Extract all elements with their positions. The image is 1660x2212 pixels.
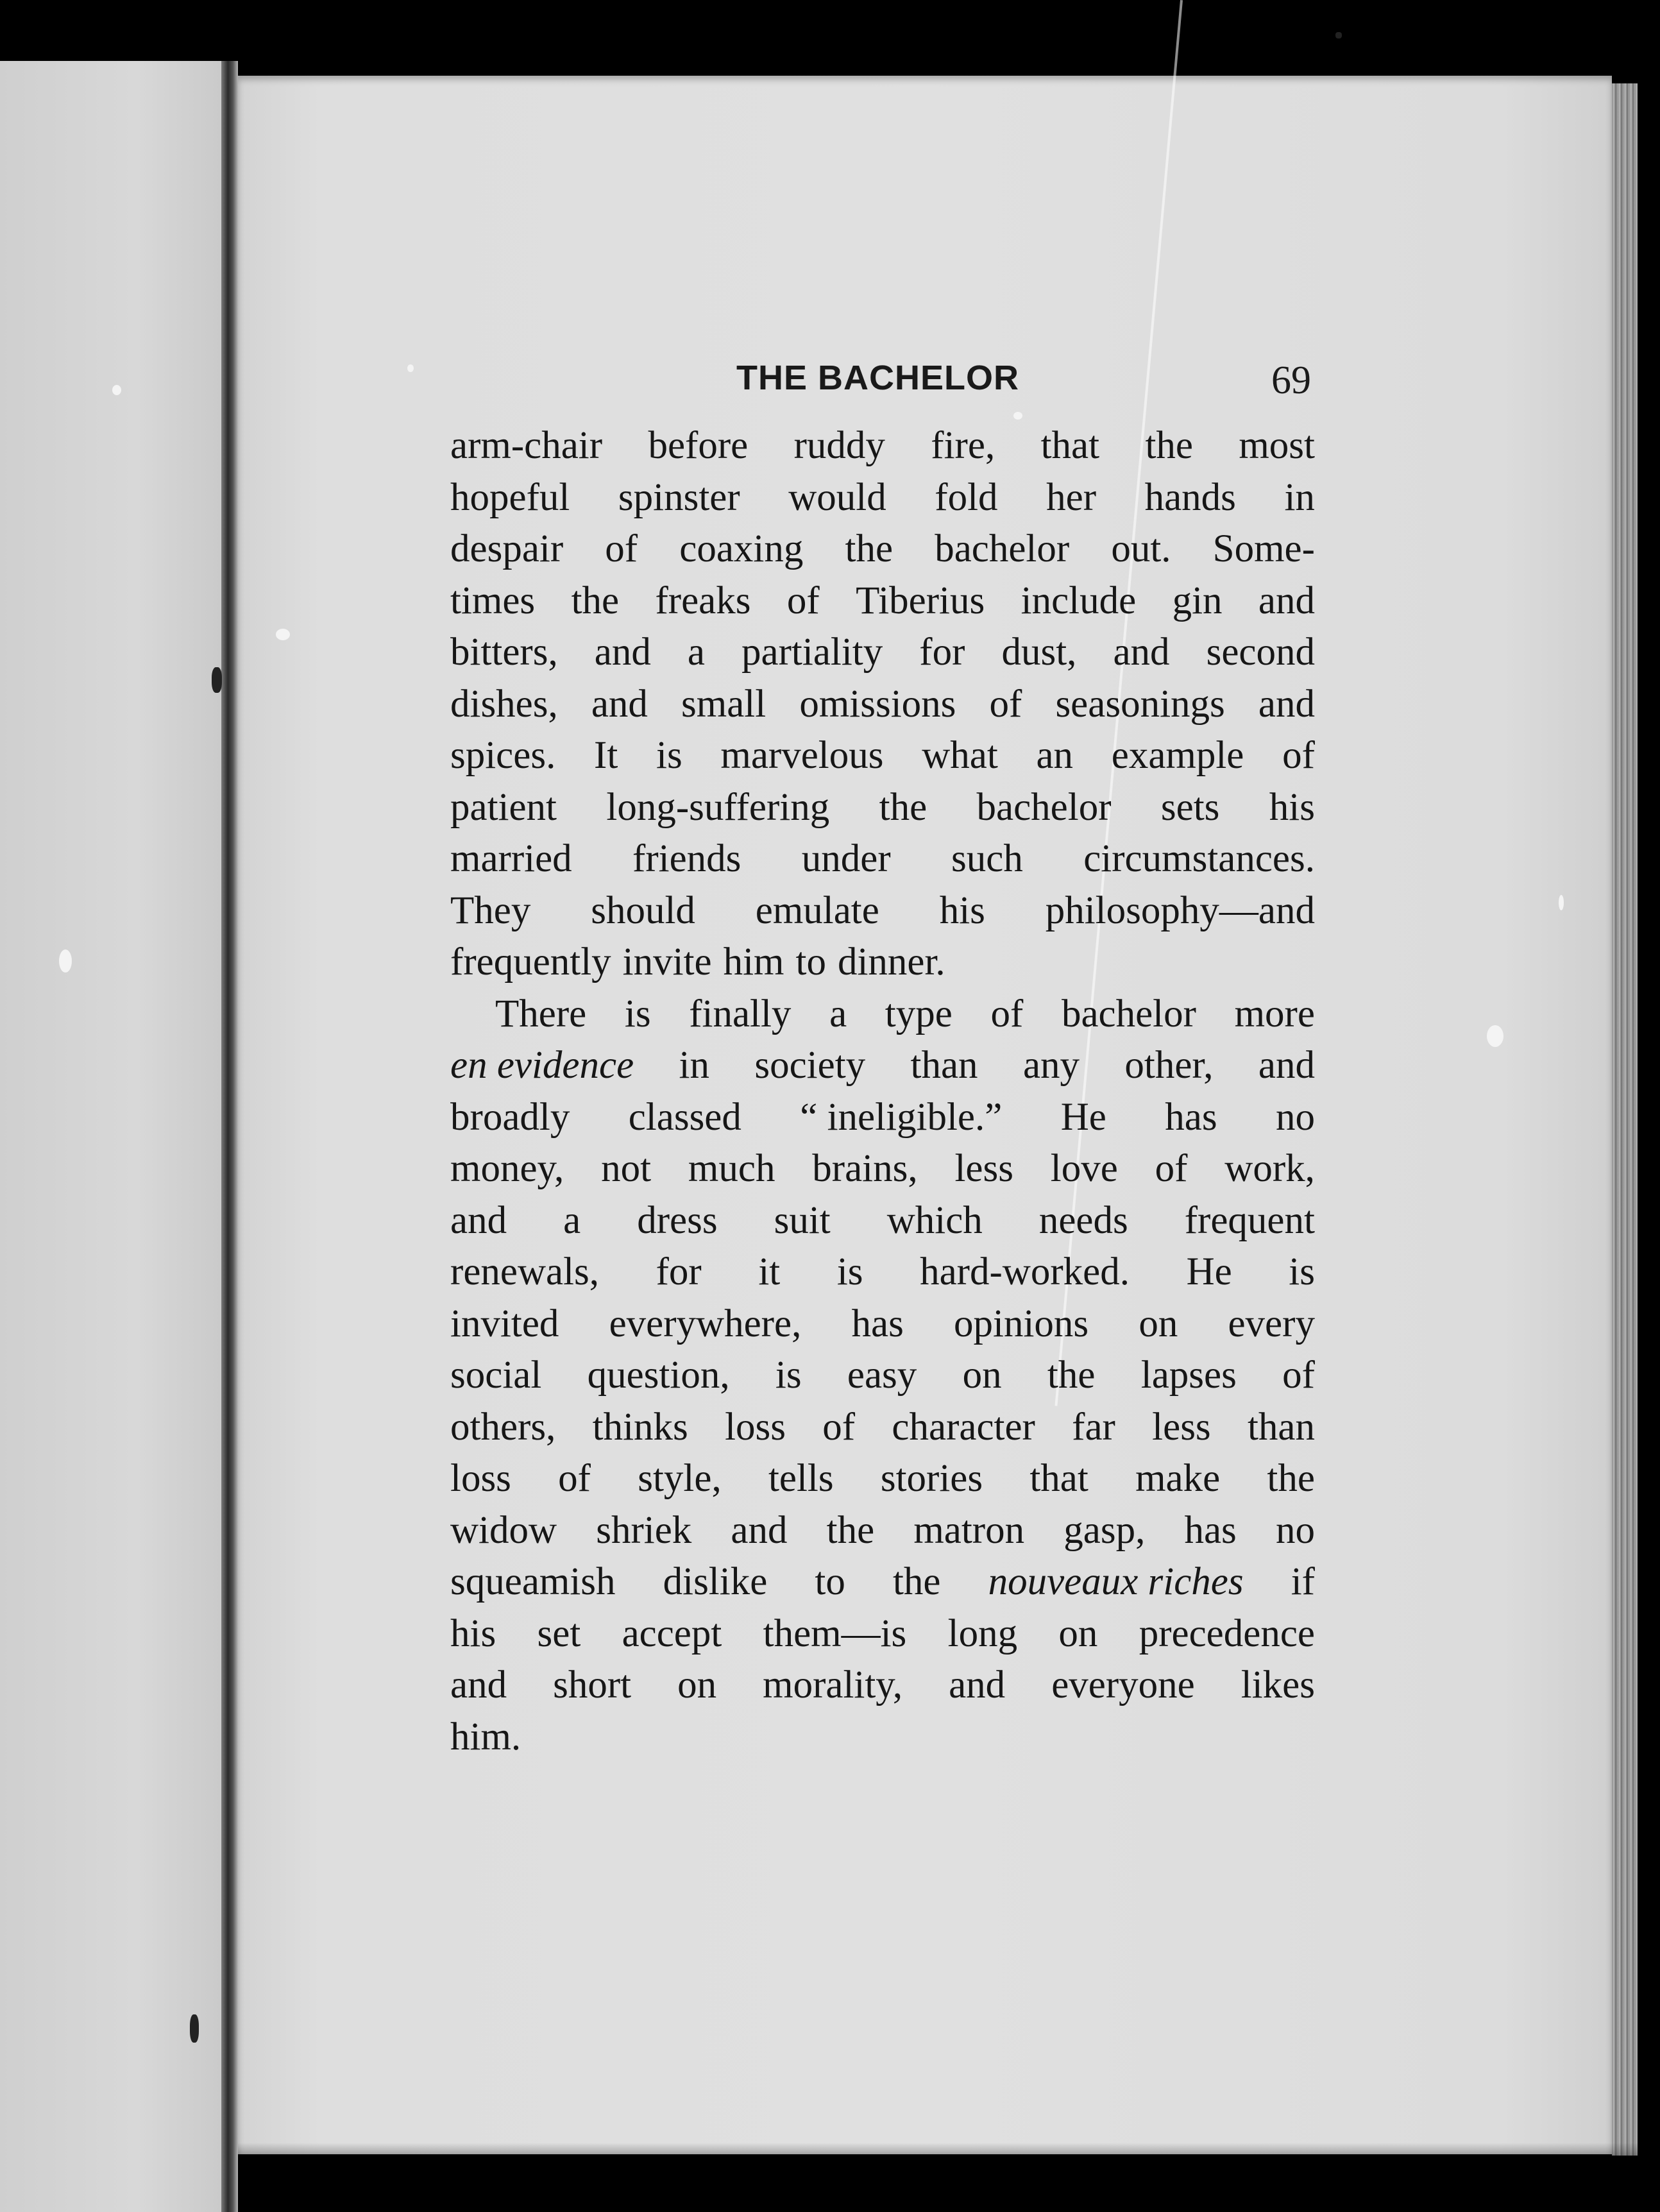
word: is	[836, 1250, 863, 1293]
word: should	[591, 889, 695, 932]
word: finally	[689, 992, 792, 1035]
word: her	[1046, 475, 1097, 519]
word: classed	[628, 1095, 741, 1139]
word: and	[1258, 1044, 1315, 1087]
word: is	[775, 1354, 802, 1397]
word: character	[892, 1405, 1035, 1449]
word: widow	[450, 1508, 557, 1552]
word: the	[826, 1508, 875, 1552]
word: shriek	[596, 1508, 692, 1552]
word: “ ineligible.”	[800, 1095, 1003, 1139]
word: is	[624, 992, 651, 1035]
word: love	[1050, 1147, 1118, 1190]
word: lapses	[1140, 1354, 1237, 1397]
word: most	[1239, 424, 1315, 467]
spine-mark	[1335, 32, 1342, 38]
word: out.	[1111, 527, 1171, 570]
dust-speck	[276, 629, 290, 640]
word: brains,	[812, 1147, 918, 1190]
word: and	[594, 631, 651, 674]
word: money,	[450, 1147, 564, 1190]
word: omissions	[799, 682, 956, 726]
word: bachelor	[976, 785, 1112, 829]
word: more	[1234, 992, 1315, 1035]
dust-speck	[112, 385, 121, 395]
word: freaks	[655, 579, 751, 622]
word: include	[1021, 579, 1137, 622]
word: frequently	[450, 940, 611, 983]
word: partiality	[741, 631, 883, 674]
word: stories	[880, 1457, 983, 1500]
word: a	[829, 992, 847, 1035]
word: everywhere,	[609, 1302, 802, 1345]
word: them—is	[763, 1612, 907, 1655]
word: renewals,	[450, 1250, 600, 1293]
word: needs	[1038, 1198, 1128, 1242]
word: to	[795, 940, 826, 983]
word: and	[450, 1663, 507, 1706]
word: and	[1113, 631, 1170, 674]
word: it	[758, 1250, 781, 1293]
word: ruddy	[793, 424, 885, 467]
word: married	[450, 837, 572, 880]
running-header: THE BACHELOR	[736, 359, 1019, 397]
text-line	[450, 1660, 1315, 1712]
text-line	[450, 1040, 1315, 1092]
word: the	[892, 1560, 941, 1603]
word: matron	[913, 1508, 1025, 1552]
word: and	[731, 1508, 788, 1552]
word: bitters,	[450, 631, 558, 674]
word: squeamish	[450, 1560, 616, 1603]
word: has	[1184, 1508, 1237, 1552]
book-gutter	[221, 61, 238, 2212]
word: loss	[725, 1405, 786, 1449]
word: long	[947, 1612, 1018, 1655]
text-line	[450, 1092, 1315, 1144]
word: that	[1040, 424, 1100, 467]
word: He	[1186, 1250, 1232, 1293]
previous-page-edge	[0, 61, 228, 2212]
text-line	[450, 627, 1315, 679]
word: if	[1291, 1560, 1315, 1603]
word: friends	[632, 837, 741, 880]
word: of	[1282, 734, 1315, 777]
word: under	[801, 837, 891, 880]
word: patient	[450, 785, 557, 829]
page-stack-edge	[1612, 83, 1638, 2156]
word: short	[553, 1663, 632, 1706]
text-line	[450, 989, 1315, 1041]
word: of	[786, 579, 820, 622]
text-line	[450, 833, 1315, 885]
word: of	[558, 1457, 591, 1500]
word: question,	[587, 1354, 730, 1397]
word: for	[919, 631, 965, 674]
dust-speck	[1013, 412, 1022, 420]
word: society	[754, 1044, 866, 1087]
word: likes	[1241, 1663, 1315, 1706]
word: his	[939, 889, 985, 932]
word: sets	[1160, 785, 1220, 829]
text-line	[450, 523, 1315, 575]
dust-speck	[1559, 895, 1564, 910]
body-text	[450, 420, 1315, 1763]
word: bachelor	[935, 527, 1070, 570]
word: It	[594, 734, 618, 777]
word: what	[922, 734, 998, 777]
word: no	[1275, 1508, 1315, 1552]
word: dislike	[663, 1560, 768, 1603]
word: long-suffering	[606, 785, 830, 829]
text-line	[450, 885, 1315, 937]
word: on	[677, 1663, 717, 1706]
spine-mark	[190, 2014, 199, 2043]
word: philosophy—and	[1045, 889, 1315, 932]
word: and	[591, 682, 648, 726]
word: is	[1289, 1250, 1315, 1293]
word: the	[1047, 1354, 1096, 1397]
word: than	[910, 1044, 978, 1087]
word: dishes,	[450, 682, 558, 726]
word: hopeful	[450, 475, 570, 519]
dust-speck	[1487, 1025, 1503, 1047]
word: tells	[768, 1457, 834, 1500]
word: would	[788, 475, 886, 519]
word: other,	[1124, 1044, 1214, 1087]
page-number: 69	[1271, 359, 1311, 402]
word: the	[845, 527, 894, 570]
word: on	[1058, 1612, 1098, 1655]
text-line	[450, 937, 1315, 989]
word: dress	[637, 1198, 718, 1242]
word: There	[495, 992, 587, 1035]
word: hands	[1144, 475, 1236, 519]
text-line	[450, 679, 1315, 731]
text-line	[450, 730, 1315, 782]
text-line	[450, 1350, 1315, 1402]
word: and	[949, 1663, 1006, 1706]
text-line	[450, 1712, 1315, 1764]
italic-phrase: nouveaux riches	[988, 1560, 1244, 1603]
word: of	[822, 1405, 856, 1449]
word: has	[851, 1302, 904, 1345]
word: much	[688, 1147, 775, 1190]
word: such	[951, 837, 1023, 880]
text-line	[450, 1143, 1315, 1195]
text-line	[450, 1195, 1315, 1247]
text-line	[450, 1402, 1315, 1454]
text-line	[450, 472, 1315, 524]
word: on	[962, 1354, 1002, 1397]
word: invite	[622, 940, 712, 983]
word: of	[989, 682, 1022, 726]
word: in	[1284, 475, 1315, 519]
word: precedence	[1139, 1612, 1315, 1655]
word: coaxing	[679, 527, 804, 570]
word: less	[954, 1147, 1013, 1190]
word: of	[1155, 1147, 1188, 1190]
word: He	[1060, 1095, 1106, 1139]
word: emulate	[755, 889, 879, 932]
word: style,	[638, 1457, 722, 1500]
word: of	[605, 527, 638, 570]
word: bachelor	[1061, 992, 1196, 1035]
word: others,	[450, 1405, 556, 1449]
word: to	[815, 1560, 845, 1603]
word: him	[723, 940, 784, 983]
text-line	[450, 1505, 1315, 1557]
word: hard-worked.	[920, 1250, 1130, 1293]
word: on	[1139, 1302, 1178, 1345]
word: a	[563, 1198, 581, 1242]
word: every	[1228, 1302, 1315, 1345]
word: They	[450, 889, 531, 932]
text-line	[450, 420, 1315, 472]
spine-mark	[212, 667, 222, 693]
page-bottom-shadow	[238, 2143, 1639, 2168]
word: Some-	[1212, 527, 1315, 570]
word: has	[1165, 1095, 1217, 1139]
word: before	[648, 424, 749, 467]
word: second	[1206, 631, 1315, 674]
word: gin	[1172, 579, 1223, 622]
word: fire,	[931, 424, 995, 467]
word: that	[1029, 1457, 1088, 1500]
word: not	[601, 1147, 652, 1190]
word: morality,	[763, 1663, 903, 1706]
word: small	[681, 682, 766, 726]
word: everyone	[1051, 1663, 1195, 1706]
word: than	[1247, 1405, 1315, 1449]
paragraph	[450, 989, 1315, 1764]
word: dinner.	[837, 940, 945, 983]
word: marvelous	[720, 734, 884, 777]
word: arm-chair	[450, 424, 603, 467]
word: set	[537, 1612, 581, 1655]
dust-speck	[407, 364, 414, 372]
word: for	[656, 1250, 702, 1293]
word: which	[886, 1198, 983, 1242]
word: the	[1267, 1457, 1315, 1500]
word: any	[1022, 1044, 1080, 1087]
text-line	[450, 1246, 1315, 1298]
text-line	[450, 1608, 1315, 1660]
word: Tiberius	[856, 579, 985, 622]
text-line	[450, 782, 1315, 834]
word: broadly	[450, 1095, 570, 1139]
word: suit	[774, 1198, 831, 1242]
dust-speck	[59, 949, 72, 973]
word: seasonings	[1055, 682, 1225, 726]
word: and	[450, 1198, 507, 1242]
word: social	[450, 1354, 542, 1397]
text-line	[450, 575, 1315, 627]
word: and	[1258, 579, 1315, 622]
word: circumstances.	[1083, 837, 1315, 880]
word: the	[1145, 424, 1193, 467]
word: of	[1282, 1354, 1315, 1397]
word: type	[885, 992, 953, 1035]
word: less	[1152, 1405, 1211, 1449]
italic-phrase: en evidence	[450, 1044, 634, 1087]
word: frequent	[1184, 1198, 1315, 1242]
text-line	[450, 1556, 1315, 1608]
word: him.	[450, 1715, 521, 1758]
word: an	[1036, 734, 1074, 777]
paragraph	[450, 420, 1315, 989]
word: work,	[1224, 1147, 1315, 1190]
word: no	[1275, 1095, 1315, 1139]
word: accept	[622, 1612, 722, 1655]
word: far	[1072, 1405, 1115, 1449]
word: fold	[935, 475, 998, 519]
word: a	[687, 631, 705, 674]
word: spinster	[618, 475, 740, 519]
text-line	[450, 1453, 1315, 1505]
word: the	[879, 785, 927, 829]
word: opinions	[954, 1302, 1089, 1345]
word: thinks	[592, 1405, 688, 1449]
word: despair	[450, 527, 564, 570]
text-line	[450, 1298, 1315, 1350]
word: spices.	[450, 734, 556, 777]
word: his	[450, 1612, 496, 1655]
word: easy	[847, 1354, 917, 1397]
word: times	[450, 579, 536, 622]
word: and	[1258, 682, 1315, 726]
word: of	[990, 992, 1024, 1035]
word: in	[679, 1044, 709, 1087]
word: invited	[450, 1302, 559, 1345]
word: is	[656, 734, 682, 777]
word: the	[571, 579, 620, 622]
word: loss	[450, 1457, 511, 1500]
word: make	[1135, 1457, 1221, 1500]
word: dust,	[1001, 631, 1077, 674]
word: example	[1111, 734, 1244, 777]
word: gasp,	[1063, 1508, 1146, 1552]
word: his	[1269, 785, 1315, 829]
